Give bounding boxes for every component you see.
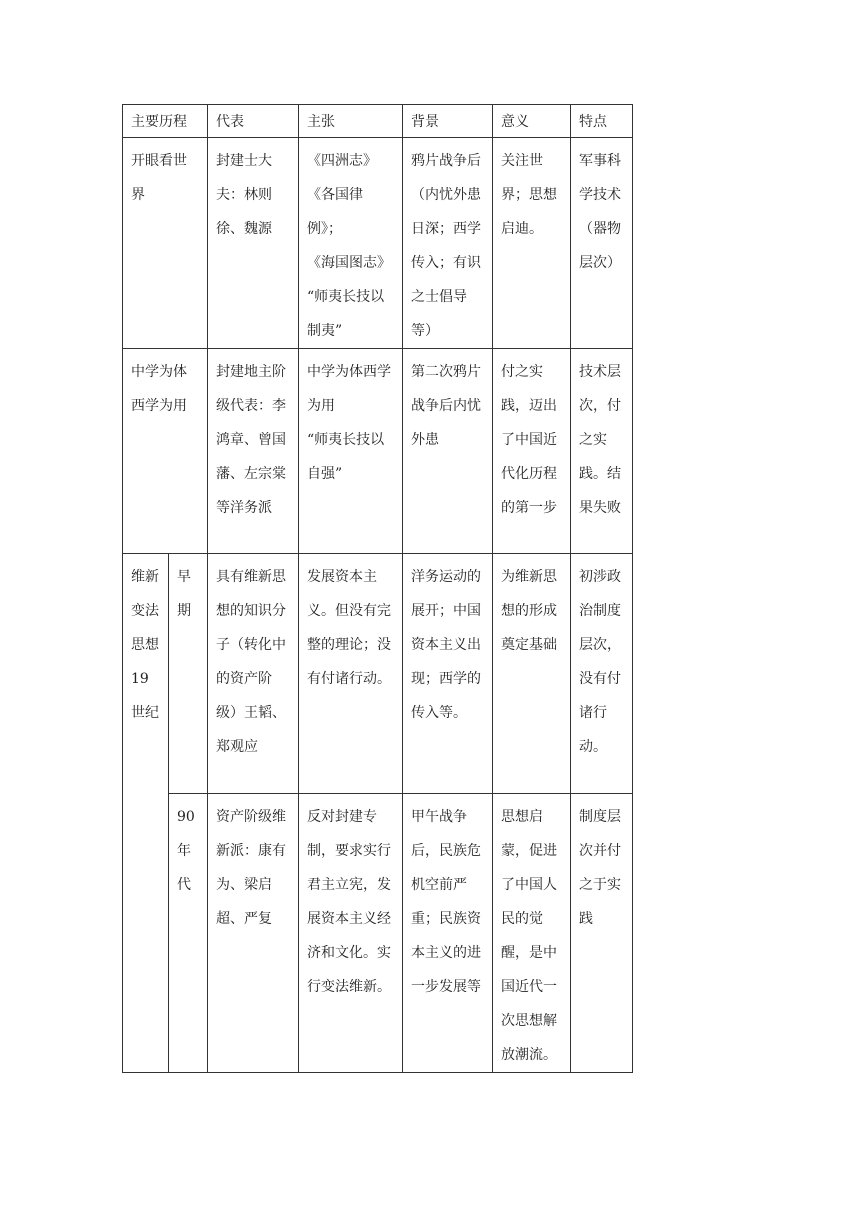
significance-cell: 关注世界；思想启迪。 — [493, 138, 571, 349]
feature-cell: 军事科学技术（器物层次） — [571, 138, 633, 349]
proposition-text: 《四洲志》 《各国律例》； 《海国图志》 “师夷长技以制夷” — [307, 153, 391, 339]
header-cell: 主要历程 — [123, 105, 208, 138]
proposition-cell — [299, 138, 403, 349]
representative-cell: 封建地主阶级代表：李鸿章、曾国藩、左宗棠等洋务派 — [208, 349, 299, 554]
header-cell: 背景 — [403, 105, 493, 138]
representative-cell: 具有维新思想的知识分子（转化中的资产阶级）王韬、郑观应 — [208, 554, 299, 794]
background-cell: 洋务运动的展开；中国资本主义出现；西学的传入等。 — [403, 554, 493, 794]
table-row — [123, 138, 633, 349]
stage-cell: 开眼看世界 — [123, 138, 208, 349]
stage-cell: 维新变法思想19世纪 — [123, 554, 169, 1073]
proposition-cell: 反对封建专制，要求实行君主立宪，发展资本主义经济和文化。实行变法维新。 — [299, 794, 403, 1073]
table-row — [123, 349, 633, 554]
header-cell: 主张 — [299, 105, 403, 138]
feature-cell: 技术层次，付之实践。结果失败 — [571, 349, 633, 554]
significance-cell: 思想启蒙，促进了中国人民的觉醒，是中国近代一次思想解放潮流。 — [493, 794, 571, 1073]
header-cell: 意义 — [493, 105, 571, 138]
feature-cell: 制度层次并付之于实践 — [571, 794, 633, 1073]
significance-cell: 付之实践，迈出了中国近代化历程的第一步 — [493, 349, 571, 554]
table-row — [123, 554, 633, 794]
table-row — [123, 794, 633, 1073]
feature-cell: 初涉政治制度层次，没有付诸行动。 — [571, 554, 633, 794]
representative-cell: 资产阶级维新派：康有为、梁启超、严复 — [208, 794, 299, 1073]
proposition-cell — [299, 349, 403, 554]
period-cell: 90年代 — [169, 794, 208, 1073]
header-cell: 代表 — [208, 105, 299, 138]
background-cell: 第二次鸦片战争后内忧外患 — [403, 349, 493, 554]
proposition-cell: 发展资本主义。但没有完整的理论；没有付诸行动。 — [299, 554, 403, 794]
representative-cell: 封建士大夫：林则徐、魏源 — [208, 138, 299, 349]
period-cell: 早期 — [169, 554, 208, 794]
background-cell: 鸦片战争后（内忧外患日深；西学传入；有识之士倡导等） — [403, 138, 493, 349]
table-header-row — [123, 105, 633, 138]
background-cell: 甲午战争后，民族危机空前严重；民族资本主义的进一步发展等 — [403, 794, 493, 1073]
history-table — [122, 104, 633, 1073]
significance-cell: 为维新思想的形成奠定基础 — [493, 554, 571, 794]
proposition-text: 中学为体西学为用 “师夷长技以自强” — [307, 364, 391, 482]
stage-cell: 中学为体西学为用 — [123, 349, 208, 554]
header-cell: 特点 — [571, 105, 633, 138]
